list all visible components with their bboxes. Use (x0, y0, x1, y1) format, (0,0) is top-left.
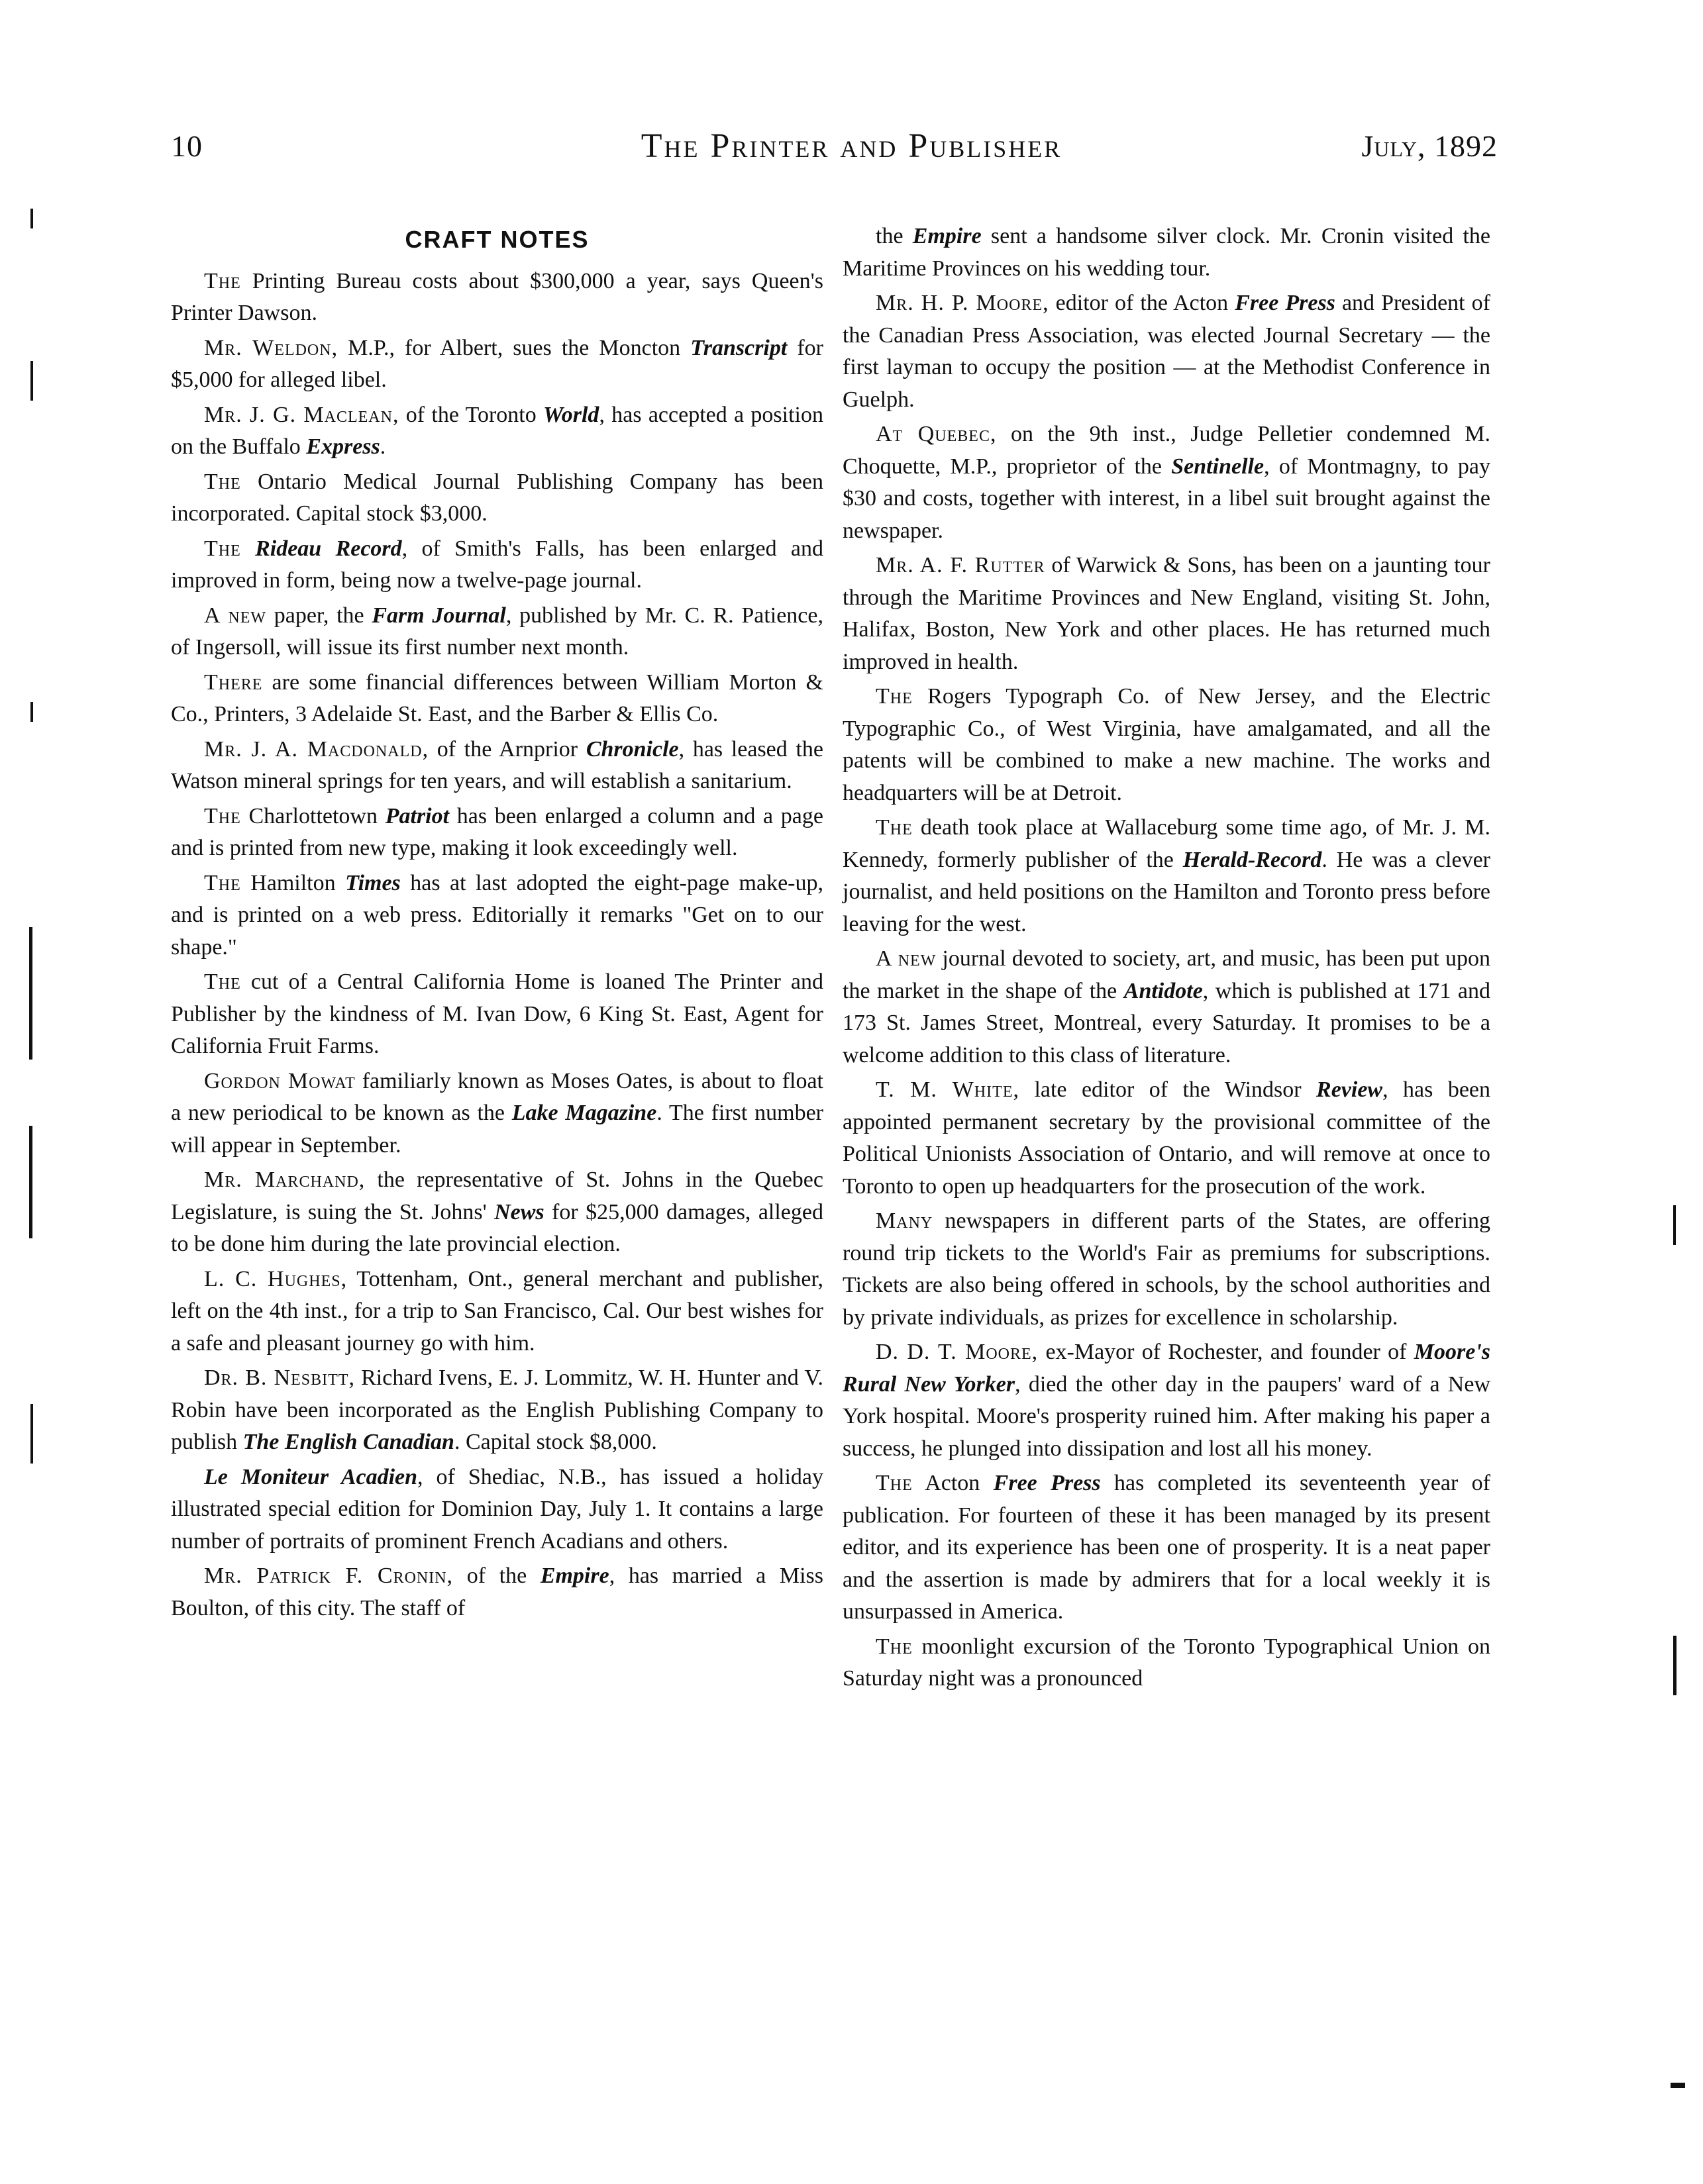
news-item (171, 1362, 823, 1459)
item-text: , has accepted a position on the Buffalo (171, 402, 823, 459)
item-lead: The (204, 536, 241, 561)
item-lead: T. M. White, (876, 1077, 1019, 1102)
item-text: Tottenham, Ont., general merchant and publisher, left on the 4th inst., for a trip to San Francisco, Cal. Our best wishes for a safe and pleasant journey go with him. (171, 1266, 823, 1356)
news-item (843, 1074, 1490, 1203)
news-item (171, 667, 823, 731)
news-item (171, 466, 823, 530)
item-text: Charlottetown (240, 803, 386, 828)
news-item (171, 332, 823, 397)
news-item (171, 266, 823, 330)
item-text: of the Arnprior (429, 736, 586, 762)
item-text: , died the other day in the paupers' ward of a New York hospital. Moore's prosperity ruined him. After making his paper a success, he plunged into dissipation and lost all his money. (843, 1371, 1491, 1461)
scan-mark (29, 1126, 32, 1238)
item-text: the representative of St. Johns in the Quebec Legislature, is suing the St. Johns' (171, 1167, 823, 1224)
item-text: sent a handsome silver clock. Mr. Cronin visited the Maritime Provinces on his wedding tour. (843, 224, 1490, 281)
right-column (843, 221, 1490, 1698)
publication-name: Review (1316, 1077, 1383, 1102)
scan-mark (29, 927, 32, 1060)
item-text: , has leased the Watson mineral springs for ten years, and will establish a sanitarium. (171, 736, 823, 793)
item-lead: Mr. Patrick F. Cronin, (204, 1564, 454, 1588)
scan-mark (1671, 2083, 1685, 2088)
scan-mark (1673, 1636, 1677, 1695)
item-text: has at last adopted the eight-page make-up, and is printed on a web press. Editorially it remarks "Get on to our shape." (171, 870, 823, 960)
news-item (843, 1631, 1490, 1695)
news-item (171, 1164, 823, 1261)
news-item (171, 1560, 823, 1624)
item-text: newspapers in different parts of the States, are offering round trip tickets to the World's Fair as premiums for subscriptions. Tickets are also being offered in schools, by the school authorities and by private individuals, as prizes for excellence in scholarship. (843, 1209, 1490, 1330)
item-text: moonlight excursion of the Toronto Typographical Union on Saturday night was a pronounced (843, 1634, 1490, 1691)
item-text: the (876, 224, 913, 248)
item-lead: Mr. H. P. Moore, (876, 291, 1049, 315)
publication-name: Times (345, 870, 401, 895)
item-lead: At Quebec, (876, 422, 997, 446)
item-text: for $25,000 damages, alleged to be done him during the late provincial election. (171, 1199, 823, 1256)
item-lead: Mr. Marchand, (204, 1167, 366, 1192)
item-lead: Gordon Mowat (204, 1068, 356, 1093)
item-text: has been enlarged a column and a page and is printed from new type, making it look exceedingly well. (171, 803, 823, 860)
publication-title: The Printer and Publisher (641, 127, 1062, 165)
item-text: editor of the Acton (1049, 291, 1235, 315)
scan-mark (30, 1404, 33, 1464)
item-text: ex-Mayor of Rochester, and founder of (1038, 1340, 1414, 1364)
item-text: . (380, 434, 386, 459)
item-text: Printing Bureau costs about $300,000 a year, says Queen's Printer Dawson. (171, 268, 823, 325)
item-text: Acton (912, 1471, 994, 1495)
publication-name: Patriot (385, 803, 450, 828)
item-text: M.P., for Albert, sues the Moncton (338, 335, 691, 360)
item-text: . Capital stock $8,000. (454, 1430, 657, 1454)
publication-name: Antidote (1123, 978, 1203, 1003)
publication-name: Free Press (1235, 291, 1335, 315)
item-text: , of Smith's Falls, has been enlarged and improved in form, being now a twelve-page journal. (171, 536, 823, 593)
news-item (843, 943, 1490, 1071)
item-text: Richard Ivens, E. J. Lommitz, W. H. Hunter and V. Robin have been incorporated as the English Publishing Company to publish (171, 1365, 823, 1454)
scan-mark (1673, 1205, 1676, 1245)
publication-name: Farm Journal (372, 603, 506, 628)
item-lead: The (876, 1634, 913, 1659)
publication-name: Chronicle (586, 736, 679, 762)
publication-name: Empire (912, 224, 982, 248)
item-text: on the 9th inst., Judge Pelletier condemned M. Choquette, M.P., proprietor of the (843, 422, 1491, 479)
item-text: cut of a Central California Home is loaned The Printer and Publisher by the kindness of M. Ivan Dow, 6 King St. East, Agent for California Fruit Farms. (171, 969, 823, 1058)
item-text: Rogers Typograph Co. of New Jersey, and the Electric Typographic Co., of West Virginia, have amalgamated, and all the patents will be combined to make a new machine. The works and headquarters will be at Detroit. (843, 684, 1490, 805)
item-text: journal devoted to society, art, and music, has been put upon the market in the shape of the (843, 946, 1490, 1003)
item-text: . He was a clever journalist, and held positions on the Hamilton and Toronto press before leaving for the west. (843, 847, 1491, 936)
publication-name: Sentinelle (1171, 454, 1264, 479)
item-text: , has married a Miss Boulton, of this city. The staff of (171, 1564, 823, 1620)
publication-name: World (543, 402, 599, 427)
publication-name: Le Moniteur Acadien (204, 1464, 418, 1489)
publication-name: News (494, 1199, 544, 1224)
item-text: of the Toronto (399, 402, 544, 427)
item-text: , has been appointed permanent secretary by the provisional committee of the Political Unionists Association of Ontario, and will remove at once to Toronto to open up headquarters for the prosecution of the work. (843, 1077, 1491, 1199)
item-text: , of Shediac, N.B., has issued a holiday illustrated special edition for Dominion Day, July 1. It contains a large number of portraits of prominent French Acadians and others. (171, 1464, 824, 1554)
publication-name: Lake Magazine (511, 1101, 657, 1125)
scan-mark (30, 209, 33, 228)
item-text (241, 536, 255, 561)
item-text: death took place at Wallaceburg some time ago, of Mr. J. M. Kennedy, formerly publisher of the (843, 815, 1490, 872)
right-column-body (843, 221, 1490, 1695)
news-item (171, 868, 823, 964)
news-item (843, 221, 1490, 285)
news-item (171, 801, 823, 865)
item-text: for $5,000 for alleged libel. (171, 335, 823, 392)
item-lead: Dr. B. Nesbitt, (204, 1365, 355, 1390)
news-item (171, 1264, 823, 1360)
item-lead: Many (876, 1209, 933, 1233)
item-text: paper, the (266, 603, 372, 628)
news-item (843, 681, 1490, 809)
news-item (171, 1462, 823, 1558)
news-item (843, 1205, 1490, 1334)
item-text: are some financial differences between William Morton & Co., Printers, 3 Adelaide St. East, and the Barber & Ellis Co. (171, 670, 823, 726)
item-lead: The (204, 469, 241, 494)
item-lead: The (876, 1471, 913, 1495)
scan-mark (30, 702, 33, 722)
item-lead: There (204, 670, 263, 695)
publication-name: Herald-Record (1182, 847, 1322, 872)
item-lead: A new (876, 946, 937, 971)
scan-mark (30, 361, 33, 401)
item-lead: A new (204, 603, 267, 628)
issue-date: July, 1892 (1361, 129, 1498, 163)
news-item (171, 399, 823, 464)
item-lead: Mr. J. G. Maclean, (204, 402, 399, 427)
publication-name: Moore's Rural New Yorker (843, 1340, 1490, 1397)
news-item (843, 287, 1490, 416)
item-lead: D. D. T. Moore, (876, 1340, 1039, 1364)
news-item (171, 1066, 823, 1162)
item-text: of Warwick & Sons, has been on a jaunting tour through the Maritime Provinces and New England, visiting St. John, Halifax, Boston, New York and other places. He has returned much improved in health. (843, 553, 1490, 674)
news-item (843, 812, 1490, 940)
item-text: Ontario Medical Journal Publishing Company has been incorporated. Capital stock $3,000. (171, 469, 823, 526)
item-lead: L. C. Hughes, (204, 1266, 348, 1291)
item-text: and President of the Canadian Press Association, was elected Journal Secretary — the first layman to occupy the position — at the Methodist Conference in Guelph. (843, 291, 1490, 412)
item-text: , published by Mr. C. R. Patience, of Ingersoll, will issue its first number next month. (171, 603, 823, 660)
publication-name: Transcript (690, 335, 788, 360)
item-text: . The first number will appear in September. (171, 1101, 823, 1158)
publication-name: Express (306, 434, 380, 459)
left-column (171, 219, 823, 1627)
item-text: , which is published at 171 and 173 St. James Street, Montreal, every Saturday. It promises to be a welcome addition to this class of literature. (843, 978, 1490, 1067)
news-item (171, 600, 823, 664)
section-heading: CRAFT NOTES (405, 226, 590, 253)
item-text: Hamilton (240, 870, 346, 895)
publication-name: Free Press (993, 1471, 1101, 1495)
item-lead: Mr. Weldon, (204, 335, 338, 360)
left-column-body (171, 266, 823, 1625)
news-item (843, 1336, 1490, 1465)
item-lead: The (204, 969, 241, 994)
item-text: has completed its seventeenth year of publication. For fourteen of these it has been managed by its present editor, and its experience has been one of prosperity. It is a neat paper and the assertion is made by admirers that for a local weekly it is unsurpassed in America. (843, 1471, 1491, 1624)
page-number: 10 (171, 129, 203, 163)
item-lead: The (876, 684, 913, 709)
item-lead: The (204, 803, 241, 828)
item-lead: The (876, 815, 913, 840)
item-lead: The (204, 268, 241, 293)
item-text: late editor of the Windsor (1019, 1077, 1317, 1102)
publication-name: Rideau Record (255, 536, 402, 561)
publication-name: The English Canadian (242, 1430, 454, 1454)
news-item (843, 550, 1490, 678)
item-text: , of Montmagny, to pay $30 and costs, together with interest, in a libel suit brought against the newspaper. (843, 454, 1490, 543)
news-item (171, 734, 823, 798)
item-lead: The (204, 870, 241, 895)
news-item (843, 419, 1490, 547)
news-item (171, 966, 823, 1063)
publication-name: Empire (540, 1564, 609, 1588)
item-text: familiarly known as Moses Oates, is about to float a new periodical to be known as the (171, 1068, 823, 1125)
item-text: of the (453, 1564, 541, 1588)
item-lead: Mr. A. F. Rutter (876, 553, 1045, 577)
item-lead: Mr. J. A. Macdonald, (204, 736, 429, 762)
news-item (171, 533, 823, 597)
news-item (843, 1467, 1490, 1628)
